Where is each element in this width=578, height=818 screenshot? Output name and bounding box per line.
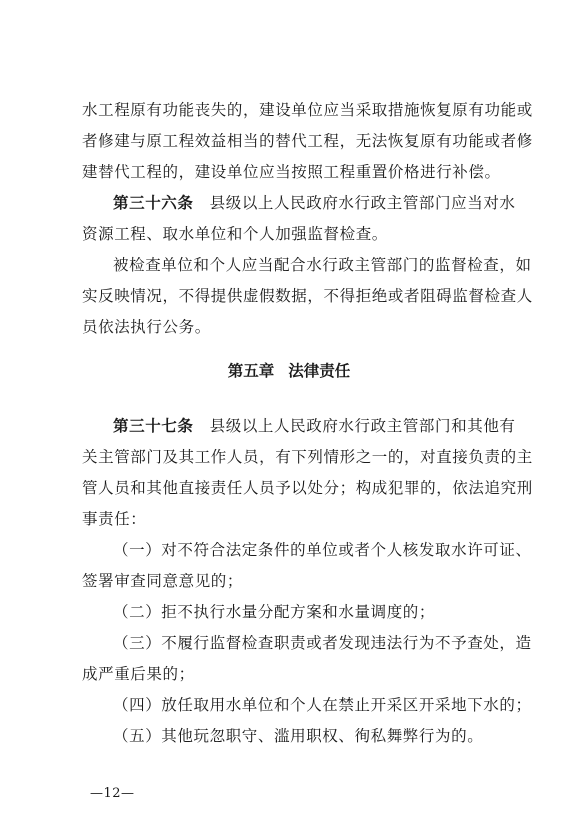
- list-item: （五）其他玩忽职守、滥用职权、徇私舞弊行为的。: [113, 727, 484, 745]
- article-36-label: 第三十六条: [113, 194, 194, 212]
- text-line: 被检查单位和个人应当配合水行政主管部门的监督检查，如: [113, 256, 532, 274]
- text-line: 实反映情况，不得提供虚假数据，不得拒绝或者阻碍监督检查人: [82, 287, 533, 305]
- list-item: （一）对不符合法定条件的单位或者个人核发取水许可证、: [113, 541, 532, 559]
- text-line: 建替代工程的，建设单位应当按照工程重置价格进行补偿。: [82, 163, 501, 181]
- chapter-heading: [0, 361, 578, 381]
- text-line: 事责任：: [82, 510, 147, 528]
- article-36-text: 县级以上人民政府水行政主管部门应当对水: [193, 194, 516, 212]
- list-item-continuation: 成严重后果的；: [82, 665, 195, 683]
- list-item-continuation: 签署审查同意意见的；: [82, 572, 244, 590]
- text-line: 关主管部门及其工作人员，有下列情形之一的，对直接负责的主: [82, 448, 533, 466]
- list-item: （三）不履行监督检查职责或者发现违法行为不予查处，造: [113, 634, 532, 652]
- page-number: —12—: [90, 786, 135, 801]
- article-37-paragraph: [113, 416, 516, 436]
- chapter-number: 第五章: [227, 362, 275, 380]
- text-line: 员依法执行公务。: [82, 318, 211, 336]
- chapter-title: 法律责任: [288, 362, 351, 380]
- article-37-label: 第三十七条: [113, 417, 194, 435]
- text-line: 资源工程、取水单位和个人加强监督检查。: [82, 225, 388, 243]
- text-line: 管人员和其他直接责任人员予以处分；构成犯罪的，依法追究刑: [82, 479, 533, 497]
- text-line: 者修建与原工程效益相当的替代工程，无法恢复原有功能或者修: [82, 132, 533, 150]
- article-36-paragraph: [113, 193, 516, 213]
- article-37-text: 县级以上人民政府水行政主管部门和其他有: [193, 417, 516, 435]
- text-line: 水工程原有功能丧失的，建设单位应当采取措施恢复原有功能或: [82, 101, 533, 119]
- list-item: （四）放任取用水单位和个人在禁止开采区开采地下水的；: [113, 696, 532, 714]
- list-item: （二）拒不执行水量分配方案和水量调度的；: [113, 603, 436, 621]
